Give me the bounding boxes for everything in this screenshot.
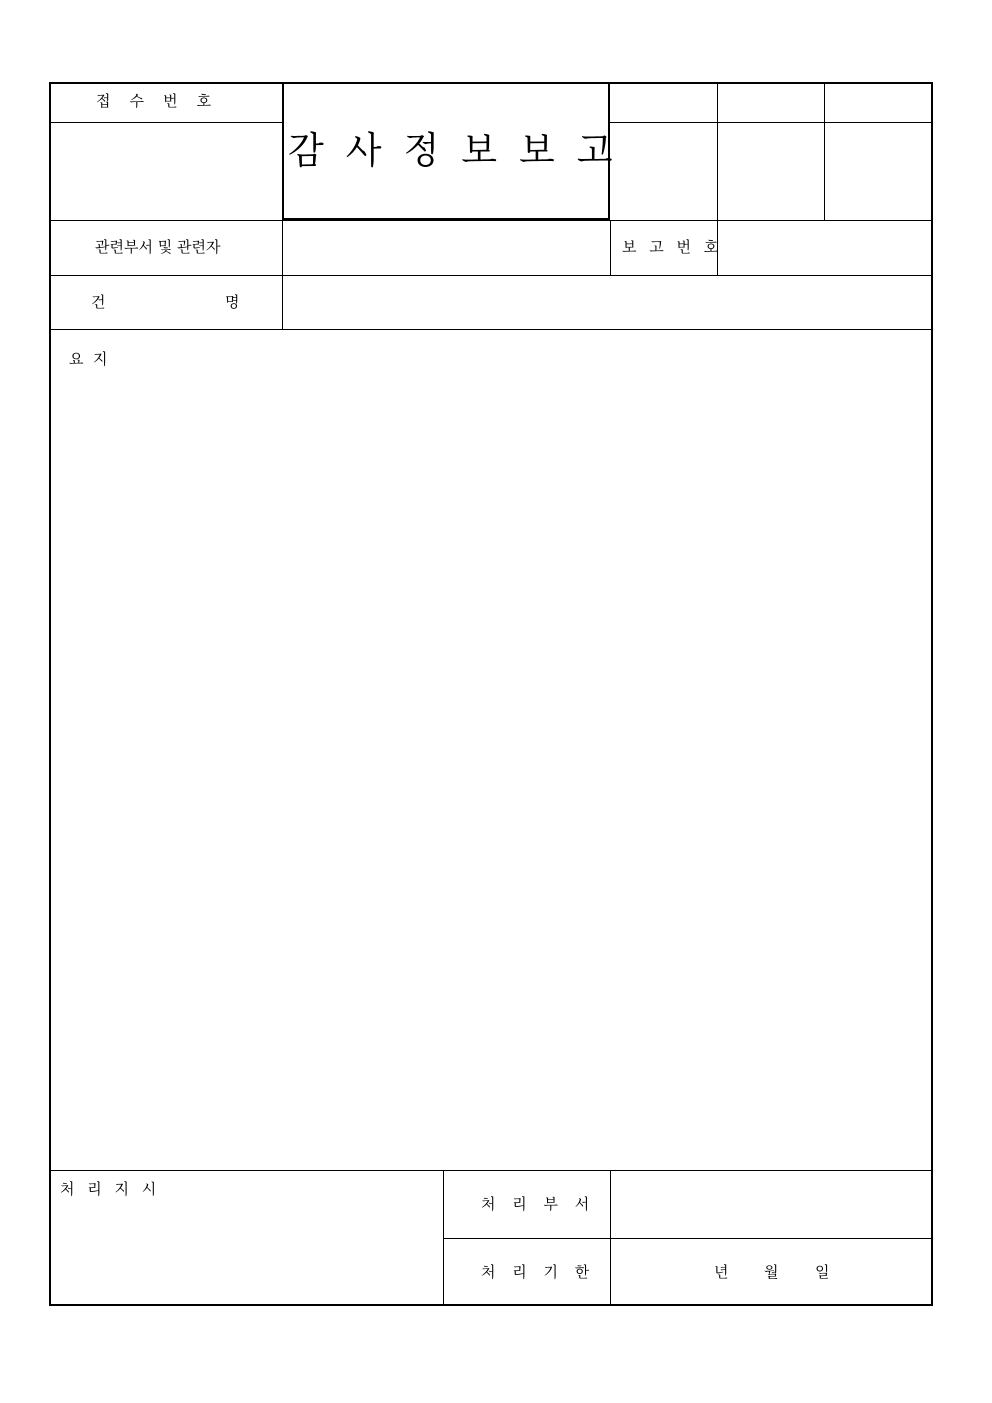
divider	[610, 220, 611, 275]
related-dept-field[interactable]	[284, 222, 609, 274]
divider	[610, 122, 933, 123]
date-month: 월	[764, 1263, 779, 1281]
summary-label: 요 지	[69, 350, 108, 368]
date-year: 년	[714, 1263, 729, 1281]
divider	[824, 82, 825, 220]
approval-cell-1[interactable]	[612, 124, 716, 219]
deadline-label: 처 리 기 한	[481, 1263, 596, 1281]
subject-label-left: 건	[91, 293, 106, 311]
divider	[49, 220, 933, 221]
divider	[49, 122, 282, 123]
date-day: 일	[815, 1263, 830, 1281]
receipt-number-label: 접 수 번 호	[96, 92, 212, 110]
divider	[49, 329, 933, 330]
approval-cell-3[interactable]	[826, 124, 931, 219]
handling-dept-field[interactable]	[612, 1172, 931, 1237]
divider	[443, 1170, 444, 1306]
related-dept-label: 관련부서 및 관련자	[95, 238, 221, 256]
receipt-number-field[interactable]	[51, 124, 281, 219]
report-number-label: 보 고 번 호	[622, 238, 723, 256]
summary-field[interactable]	[51, 375, 931, 1168]
instruction-label: 처 리 지 시	[60, 1180, 161, 1198]
divider	[443, 1238, 933, 1239]
divider	[610, 1170, 611, 1306]
divider	[49, 1170, 933, 1171]
divider	[717, 82, 718, 220]
divider	[282, 220, 283, 329]
title-box	[282, 82, 635, 220]
approval-cell-2[interactable]	[719, 124, 823, 219]
page-title: 감사정보보고	[288, 129, 635, 172]
divider	[49, 275, 933, 276]
instruction-field[interactable]	[51, 1205, 442, 1304]
report-number-field[interactable]	[719, 222, 931, 274]
handling-dept-label: 처 리 부 서	[481, 1195, 596, 1213]
subject-field[interactable]	[284, 277, 931, 328]
subject-label-right: 명	[225, 293, 240, 311]
